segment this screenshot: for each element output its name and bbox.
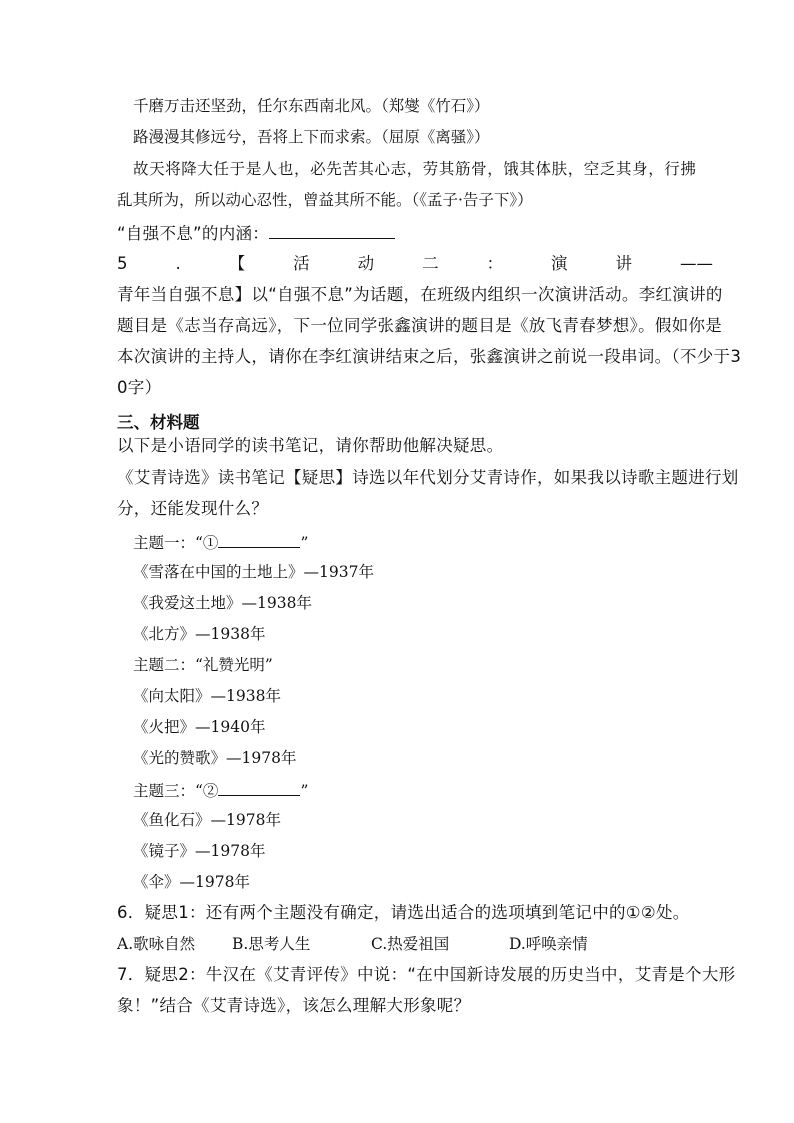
theme1-poem: 《雪落在中国的土地上》—1937年 bbox=[133, 563, 374, 581]
q5-dash: —— bbox=[679, 254, 713, 273]
q5-char-er: 二 bbox=[422, 254, 439, 273]
q5-header-line bbox=[117, 254, 713, 274]
q5-char-huo: 活 bbox=[293, 254, 310, 273]
reading-note-line2: 分，还能发现什么？ bbox=[117, 499, 269, 518]
theme2-poem: 《光的赞歌》—1978年 bbox=[133, 749, 297, 767]
q5-number: 5 bbox=[117, 254, 128, 273]
q6-option-c[interactable]: C.热爱祖国 bbox=[371, 935, 450, 953]
theme1-suffix: ” bbox=[300, 534, 309, 552]
theme1-poem: 《我爱这土地》—1938年 bbox=[133, 594, 312, 612]
theme3-label bbox=[133, 779, 308, 801]
reading-note-line1: 《艾青诗选》读书笔记【疑思】诗选以年代划分艾青诗作，如果我以诗歌主题进行划 bbox=[117, 468, 739, 487]
q7-line2: 象！”结合《艾青诗选》，该怎么理解大形象呢？ bbox=[117, 996, 471, 1015]
theme2-label: 主题二：“礼赞光明” bbox=[133, 656, 273, 674]
q5-line4: 0字） bbox=[117, 378, 162, 397]
q5-char-dong: 动 bbox=[357, 254, 375, 273]
theme2-poem: 《向太阳》—1938年 bbox=[133, 687, 281, 705]
q6-option-a[interactable]: A.歌咏自然 bbox=[117, 935, 196, 953]
section3-title: 三、材料题 bbox=[117, 413, 200, 432]
q5-bracket: 【 bbox=[228, 254, 246, 273]
q5-char-jiang: 讲 bbox=[615, 254, 632, 273]
section3-intro: 以下是小语同学的读书笔记，请你帮助他解决疑思。 bbox=[117, 436, 504, 455]
q5-char-yan: 演 bbox=[551, 254, 568, 273]
q6-option-b[interactable]: B.思考人生 bbox=[232, 935, 311, 953]
quote-mengzi-line2: 乱其所为，所以动心忍性，曾益其所不能。（《孟子·告子下》） bbox=[117, 191, 533, 209]
meaning-prompt bbox=[117, 222, 395, 244]
meaning-prompt-label: “自强不息”的内涵： bbox=[117, 224, 270, 243]
theme3-suffix: ” bbox=[300, 782, 309, 800]
theme3-poem: 《伞》—1978年 bbox=[133, 873, 250, 891]
quote-mengzi-line1: 故天将降大任于是人也，必先苦其心志，劳其筋骨，饿其体肤，空乏其身，行拂 bbox=[133, 160, 697, 178]
theme1-label bbox=[133, 531, 308, 553]
theme3-prefix: 主题三：“② bbox=[133, 782, 219, 800]
theme1-answer-blank[interactable] bbox=[218, 531, 300, 548]
q6-question: 6．疑思1：还有两个主题没有确定，请选出适合的选项填到笔记中的①②处。 bbox=[117, 903, 690, 922]
q6-option-d[interactable]: D.呼唤亲情 bbox=[509, 935, 588, 953]
q5-colon: ： bbox=[486, 254, 504, 273]
q5-dot: . bbox=[175, 254, 181, 273]
theme3-poem: 《鱼化石》—1978年 bbox=[133, 811, 281, 829]
theme1-poem: 《北方》—1938年 bbox=[133, 625, 266, 643]
theme3-poem: 《镜子》—1978年 bbox=[133, 842, 266, 860]
theme2-poem: 《火把》—1940年 bbox=[133, 718, 266, 736]
theme3-answer-blank[interactable] bbox=[218, 779, 300, 796]
theme1-prefix: 主题一：“① bbox=[133, 534, 219, 552]
meaning-answer-blank[interactable] bbox=[269, 222, 395, 239]
q7-line1: 7．疑思2：牛汉在《艾青评传》中说：“在中国新诗发展的历史当中，艾青是个大形 bbox=[117, 965, 736, 984]
q5-line3: 本次演讲的主持人，请你在李红演讲结束之后，张鑫演讲之前说一段串词。（不少于3 bbox=[117, 347, 742, 366]
q5-line2: 题目是《志当存高远》，下一位同学张鑫演讲的题目是《放飞青春梦想》。假如你是 bbox=[117, 316, 723, 335]
q5-line1: 青年当自强不息】以“自强不息”为话题，在班级内组织一次演讲活动。李红演讲的 bbox=[117, 285, 723, 304]
quote-zhu-shi: 千磨万击还坚劲，任尔东西南北风。（郑燮《竹石》） bbox=[133, 97, 490, 115]
quote-li-sao: 路漫漫其修远兮，吾将上下而求索。（屈原《离骚》） bbox=[133, 128, 490, 146]
